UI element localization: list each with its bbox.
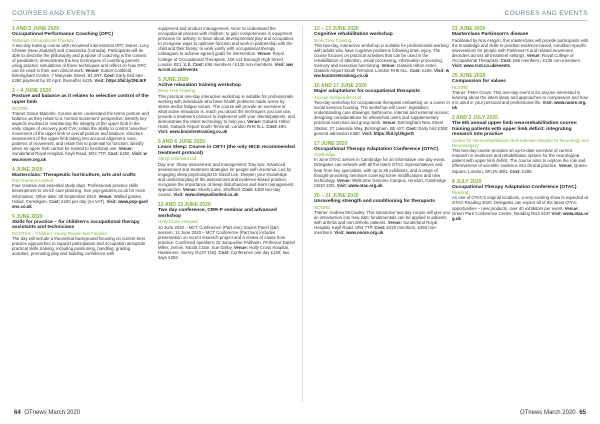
cost-label: Cost:: [266, 124, 278, 130]
event-description: [12, 236, 149, 256]
event-venue: Royal College of Occupational Therapists, 106-114 Borough High Street, London SE1 1LB.: [158, 51, 284, 67]
event-description: [314, 210, 451, 235]
event-cost: £295.: [522, 168, 533, 174]
event-cost: £195.: [422, 68, 435, 74]
event-text: Trainer Grace Malcolm. Course aims: understand the terms posture and balance as they relate to a 'normal movement' perspective; identify key aspects involved in maintaining the integrity of the upper limb in the early stages of recovery post CVA; relate the ability to control 'selective' movement of the upper limb to overall posture and balance; structure assessment of the upper limb taking into account alignment, tone, patterns of movement, and relate this to potential for function; identify when an upper limb cannot be trained to functional use.: [12, 110, 149, 152]
event-organiser: NOORE: [452, 84, 469, 90]
section-header-left: COURSES AND EVENTS: [12, 10, 96, 17]
visit-label: Visit:: [452, 63, 463, 69]
visit-label: Visit:: [131, 151, 143, 157]
event-entry: [158, 26, 295, 72]
event-url-link[interactable]: www.noore.org.uk: [345, 230, 384, 235]
event-entry: [452, 115, 589, 173]
event-organiser: Reading: [452, 190, 469, 196]
event-venue: Wellcome Genome Campus, Hinxton, Cambridge CB10 1SD.: [314, 177, 447, 188]
event-organiser: Brain Tree Training: [314, 37, 352, 43]
event-text: Trainer: Andrew McCauley. This interactive two-day course will give you an introduction into how S&C fundamentals can be applied to patients with arthritis and non-arthritic patients.: [314, 209, 451, 225]
event-url-link[interactable]: www.braintreetraining.co.uk: [169, 129, 228, 135]
venue-label: Venue:: [336, 177, 351, 183]
event-venue: Sunderland Royal Hospital, Kayll Road, SR4 7TP.: [314, 219, 438, 230]
venue-label: Venue:: [381, 63, 396, 69]
event-organiser: ROOTSS – Children, Young People and Families: [12, 231, 108, 236]
event-entry: [158, 139, 295, 197]
footer-right: [520, 410, 588, 416]
event-description: [452, 38, 589, 69]
visit-label: Visit:: [274, 61, 286, 67]
event-description: [158, 225, 295, 261]
venue-label: Venue:: [247, 119, 262, 124]
event-title: Occupational Performance Coaching (OPC): [12, 32, 114, 37]
event-cost: £90.: [278, 124, 287, 130]
event-entry: [12, 214, 149, 257]
event-entry: [12, 88, 149, 161]
event-cost: £95 members / £135 non-members.: [205, 61, 275, 67]
event-cost: £250.: [119, 151, 132, 157]
event-title: Two day conference, CRR-P seminar and advanced workshop: [158, 208, 277, 219]
visit-label: Visit:: [94, 78, 105, 84]
header-rule: [12, 20, 588, 21]
event-text: Trainer: Peter Grove. This one-day event is for anyone interested in learning about the latest ideas and approaches to compassion and how it is used in your personal and professional life.: [452, 89, 588, 106]
event-cost: Conference one day £150; two days £250.: [158, 249, 290, 261]
event-organiser: Access Independent Ltd: [314, 94, 362, 100]
event-text: In June OTAC arrives in Cambridge for an informative one day event. Delegates can network with all the latest OTAC representatives and hear from key specialists, with up to 35 exhibitors, and a range of thought-provoking seminars covering home modifications and new technology.: [314, 157, 446, 183]
column-2: [158, 26, 295, 265]
column-1: [12, 26, 149, 261]
event-text: Facilitated by Ana Aragon, this masterclass will provide participants with the knowledge and skills to practise evidence-based, condition-specific interventions for people with Parkinson's and related movement disorders across all treatment settings.: [452, 37, 589, 58]
event-date: 1 AND 2 JUNE 2020: [12, 26, 60, 32]
event-url-link[interactable]: www.otac.org.uk: [348, 182, 383, 188]
event-entry: [12, 26, 149, 83]
event-description: [314, 43, 451, 79]
event-entry: [314, 26, 451, 78]
event-venue: Sutton Coldfield, Birmingham Centre, 7 Maryvale Street, B1 2NT.: [12, 68, 133, 79]
event-entry: [158, 77, 295, 134]
event-url-link[interactable]: www.otac.org.uk: [452, 210, 589, 221]
cost-label: Cost:: [409, 68, 421, 74]
event-title: Compassion for values: [452, 79, 506, 85]
event-description: [12, 111, 149, 162]
event-organiser: Brain Tree Training: [158, 88, 196, 94]
event-text: Day one: Sleep assessment and management. Day two: Advanced assessment and treatment strategies for people with insomnia. Led by engaging sleep psychologist Dr David Lee. Deepen your knowledge and understanding of the assessment and evidence-based practice; recognise the importance of sleep disturbances and learn management approaches.: [158, 161, 294, 193]
venue-label: Venue:: [233, 244, 248, 250]
event-text: This two-day course provides an up-to-date overview of current research in treatment and rehabilitation options for the neurological patient with upper limb deficit. The course aims to explore the role and effectiveness of scientific evidence into clinical practice.: [452, 148, 586, 169]
column-4: [452, 26, 589, 226]
event-url-link[interactable]: www.noore.org.uk: [452, 100, 587, 111]
event-title: Occupational Therapy Adaptation Conference (OTAC): [452, 184, 577, 190]
footer-left: [12, 410, 80, 416]
event-organiser: NOORE: [12, 105, 29, 111]
event-url-link[interactable]: www.sleepunlimited.co.uk: [184, 192, 239, 198]
event-cost: £150 per day (no VAT).: [61, 198, 107, 204]
event-description: [452, 148, 589, 173]
event-entry: [314, 141, 451, 188]
event-venue: Steels Lane, Sheffield.: [198, 187, 243, 193]
event-url-link[interactable]: www.rcot.co.uk/events: [463, 63, 511, 69]
event-venue: Sunderland Royal Hospital, Kayll Road, SR4 7TP.: [12, 151, 108, 157]
event-title: Posture and balance as it relates to selective control of the upper limb: [12, 94, 149, 106]
visit-label: Visit:: [336, 182, 348, 188]
cost-label: Cost:: [500, 57, 512, 63]
event-text: 10 June 2020 – MCT Conference (Part one); Expert Panel Q&A session; 12 June 2020 – MCT Conference (Part two) includes presentation on recent research project and a review of cases from practice. Confirmed speakers: Dr Jacqueline Fairbairn, Professor Daniel Miller, Jennie, Nicola Crate, Sue Darby.: [158, 224, 295, 250]
visit-label: Visit:: [362, 130, 373, 136]
event-description: [314, 100, 451, 136]
event-entry: [452, 26, 589, 68]
event-title: Skills for practice – for children's occupational therapy assistants and technicians: [12, 219, 140, 231]
venue-label: Venue:: [387, 219, 402, 225]
venue-label: Venue:: [257, 51, 272, 57]
event-cost: Early bird rate £350 payment by 20 April, thereafter £425.: [12, 73, 143, 84]
event-organiser: Centre for Neurorehabilitation and National Hospital for Neurology and Neurosurgery: [452, 138, 589, 149]
event-cost: £95 members / £135 non-members.: [512, 57, 582, 63]
event-url-link[interactable]: www.braintreetraining.co.uk: [314, 68, 450, 79]
event-description: [452, 195, 589, 220]
event-cost: £220 members, £250 non-members.: [314, 224, 437, 235]
cost-label: Cost:: [509, 168, 521, 174]
event-date: 12 – 13 JUNE 2020: [314, 26, 359, 32]
event-date: 5 AND 6 JUNE 2020: [158, 139, 206, 146]
visit-label: Visit:: [173, 192, 184, 198]
event-description: [158, 26, 295, 72]
cost-label: Cost:: [49, 198, 61, 204]
event-venue: Gatwick Hilton Hotel, Gatwick Airport South Terminal, London RH6 0LL.: [314, 63, 437, 74]
event-venue: Holly Cross Hospital, Haslemere, Surrey GU27 1NQ.: [158, 244, 290, 255]
event-description: [452, 90, 589, 110]
venue-label: Venue:: [564, 205, 579, 211]
event-date: 12 AND 13 JUNE 2020: [158, 202, 211, 209]
venue-label: Venue:: [182, 187, 197, 193]
event-title: Occupational Therapy Adaptation Conference (OTAC): [314, 146, 439, 152]
cost-label: Cost:: [406, 125, 418, 131]
venue-label: Venue:: [526, 52, 541, 58]
event-date: 4 JUNE 2020: [12, 166, 43, 173]
event-venue: Birmingham New Street Station, 27 Lakeside Way, Birmingham, B5 4ST.: [314, 120, 444, 131]
event-text: A two-day training course with renowned international OPC trainer, Lucy Chetwe (New Zealand) and Cassandra (Canada). Participants will be able to describe the philosophy and purpose of coaching in the context of paediatrics; demonstrate the key techniques of coaching parents using practice simulations of these techniques and reflect on how OPC can be used in their own clinical work.: [12, 42, 149, 74]
event-url-link[interactable]: www.rcot.co.uk/events: [158, 61, 293, 72]
event-entry: [314, 193, 451, 235]
event-entry: [158, 202, 295, 260]
event-description: [12, 43, 149, 84]
event-entry: [12, 167, 149, 209]
event-date: 5 JUNE 2020: [158, 76, 189, 83]
cost-label: Cost:: [374, 224, 386, 230]
event-description: [158, 94, 295, 135]
event-text: Two-day workshop for occupational therapists embarking on a career in social services housing. The workshop will cover: legislation; understanding care drawings; bathrooms, internal and external access; designing considerations for wheelchair users and supplementary practical exercises and group work.: [314, 100, 450, 126]
event-text: This practical one-day interactive workshop is suitable for professionals working with individuals who have health problems made worse by stress and/or fatigue issues. The course will provide an overview of what active relaxation is, teach you about the techniques you can use, provide a treatment protocol to implement with your clients/patients, and demonstrate the latest technology to help you.: [158, 93, 295, 124]
event-organiser: Midlands Occupational Therapy: [12, 37, 74, 43]
event-organiser: Pop Gardens Limited: [12, 178, 54, 184]
event-url-link[interactable]: www.pop-gardens.co.uk: [12, 198, 148, 209]
event-cost: £480 two-day course.: [158, 187, 281, 198]
event-text: equipment and product management. Aims: to understand the occupational process with children; to gain competencies in equipment provision for activity; to learn about developmental play and occupation; to recognise ways to optimise function and work in partnership with the child and their family; to work jointly with occupational therapy colleagues to achieve agreed goals for intervention.: [158, 26, 295, 57]
event-description: [158, 162, 295, 198]
event-date: 3 – 4 JUNE 2020: [12, 88, 52, 95]
event-text: This two-day, interactive workshop is suitable for professionals working with adults who have cognitive problems following brain injury. The course focuses on practical activities that can be used in the rehabilitation of attention, visual processing, information processing, memory and executive functioning.: [314, 42, 449, 69]
event-venue: Walled garden, Hafod, Ceredigion.: [12, 193, 143, 204]
venue-label: Venue:: [118, 146, 133, 152]
venue-label: Venue:: [558, 163, 573, 169]
event-organiser: Sleep Unlimited Ltd: [158, 156, 197, 162]
event-entry: [314, 83, 451, 135]
event-title: Unravelling strength and conditioning for therapists: [314, 198, 435, 204]
venue-label: Venue:: [382, 120, 397, 126]
visit-label: Visit:: [551, 210, 562, 216]
event-title: Masterclass: Therapeutic horticulture, arts and crafts: [12, 172, 136, 178]
venue-label: Venue:: [85, 68, 100, 74]
event-title: Masterclass Parkinson's disease: [452, 32, 529, 37]
visit-label: Visit:: [106, 198, 117, 204]
event-date: 2 AND 3 JULY 2020: [452, 115, 498, 122]
event-title: Active relaxation training workshop: [158, 82, 241, 88]
event-date: 17 JUNE 2020: [314, 140, 348, 147]
event-venue: Royal College of Occupational Therapists.: [452, 52, 574, 63]
section-header-right: COURSES AND EVENTS: [504, 10, 588, 17]
event-title: Cognitive rehabilitation workshop: [314, 32, 393, 37]
cost-label: Cost:: [103, 73, 115, 79]
publication-name-left: OTnews March 2020: [24, 410, 81, 416]
event-venue: Green Park Conference Centre, Reading RG2 6GP.: [452, 210, 552, 216]
event-date: 25 JUNE 2020: [452, 73, 486, 80]
page-number-right: 65: [579, 410, 586, 416]
event-description: [12, 183, 149, 208]
event-text: Four creative and essential study days. Professional practice skills development to enrich care planning. See pop-gardens.co.uk for more information. Other date: 25 September 2020.: [12, 183, 146, 199]
visit-label: Visit:: [542, 100, 553, 106]
visit-label: Visit:: [334, 230, 345, 235]
event-date: 16 AND 17 JUNE 2020: [314, 83, 367, 90]
cost-label: Cost:: [192, 61, 204, 67]
event-title: The 6th annual upper limb neurorehabilitation course: training patients with upper limb deficit: integrating research into practice: [452, 121, 578, 138]
event-date: 20 – 21 JUNE 2020: [314, 192, 359, 199]
event-date: 23 JUNE 2020: [452, 26, 486, 32]
event-date: 8 JULY 2020: [452, 178, 482, 185]
event-text: The day will include a theoretical background focusing on current best practice approaches to support participation and occupation alongside practical skills training, including positioning, handling, grading activities, promoting play and building confidence with: [12, 236, 146, 257]
page-number-left: 64: [14, 410, 21, 416]
event-venue: Gatwick Hilton Hotel, Gatwick Airport South Terminal, London RH6 0LL.: [158, 119, 290, 130]
event-text: As one of OTAC's original locations, a very exciting show is expected at OTAC Reading 2020. Delegates can expect all of the latest OTAC opportunities – new products, over 40 exhibitors per event.: [452, 195, 588, 211]
event-organiser: Cambridge: [314, 152, 336, 158]
event-entry: [452, 73, 589, 110]
cost-label: Cost:: [242, 187, 254, 193]
event-url-link[interactable]: www.noore.org.uk: [12, 151, 147, 162]
event-title: Learn Sleep: Course in CBT-I (the only NICE recommended treatment protocol): [158, 145, 295, 156]
event-organiser: NOORE: [314, 204, 331, 210]
venue-label: Venue:: [98, 193, 113, 199]
event-url-link[interactable]: https://bit.ly/3hgvrD: [373, 130, 415, 136]
event-venue: Queen Square, London, WC1N 3BG.: [452, 163, 587, 174]
cost-label: Cost:: [218, 249, 230, 255]
publication-name-right: OTnews March 2020: [519, 410, 576, 416]
event-title: Major adaptations for occupational therapists: [314, 89, 420, 95]
cost-label: Cost:: [107, 151, 119, 157]
event-organiser: Holly Cross Hospital: [158, 219, 198, 225]
event-date: 5 JUNE 2020: [12, 213, 43, 220]
event-description: [314, 157, 451, 188]
event-entry: [452, 179, 589, 221]
visit-label: Visit:: [434, 68, 445, 74]
event-url-link[interactable]: https://bit.ly/2NL9rF: [106, 78, 147, 84]
event-cost: Early bird £350; general admission £390.: [314, 125, 449, 136]
visit-label: Visit:: [158, 129, 169, 135]
column-3: [314, 26, 451, 240]
page-gutter: [302, 26, 303, 402]
